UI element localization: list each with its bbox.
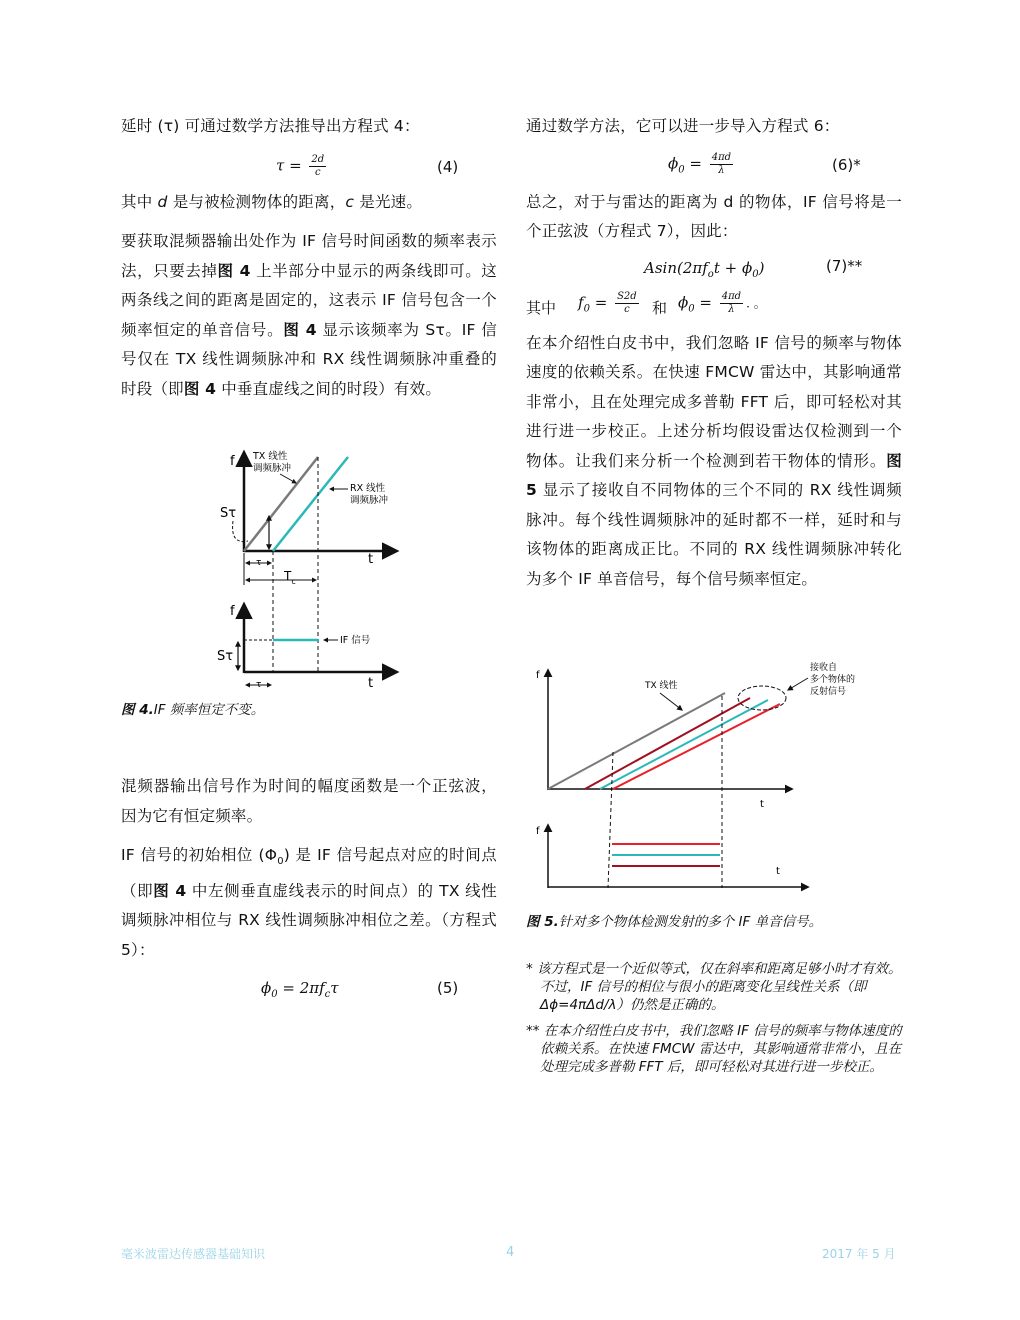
paragraph-sine: 混频器输出信号作为时间的幅度函数是一个正弦波，因为它有恒定频率。 — [121, 777, 497, 825]
fig5-top-f-label: f — [536, 670, 540, 681]
paragraph-initial-phase — [121, 841, 497, 965]
eq-num: S2d — [617, 290, 637, 302]
eq-sub: 0 — [688, 303, 695, 314]
text-span: 显示该频率为 Sτ。IF 信号仅在 TX 线性调频脉冲和 RX 线性调频脉冲重叠的时段（即 — [121, 320, 497, 398]
eq-text: Asin(2πf — [644, 258, 708, 277]
fig4-bottom-f-label: f — [230, 604, 235, 619]
text-span: 显示了接收自不同物体的三个不同的 RX 线性调频脉冲。每个线性调频脉冲的延时都不一样，延时和与该物体的距离成正比。不同的 RX 线性调频脉冲转化为多个 IF 单音信号，每个信号频率恒定。 — [526, 481, 902, 588]
fig4-top-stau-label: Sτ — [220, 506, 237, 521]
caption-text: 针对多个物体检测发射的多个 IF 单音信号。 — [558, 914, 823, 930]
where-and: 和 — [652, 298, 668, 317]
caption-label: 图 4. — [121, 702, 154, 718]
paragraph-eq6-intro: 通过数学方法，它可以进一步导入方程式 6： — [526, 117, 840, 135]
fig5-tx-line — [548, 693, 725, 789]
text-span: 是光速。 — [354, 192, 423, 211]
fig5-top-t-label: t — [760, 799, 764, 810]
fig4-top-f-label: f — [230, 454, 235, 469]
eq-text: ) — [758, 258, 765, 277]
equation-6-fraction — [710, 152, 733, 177]
left-column-lower — [121, 772, 497, 1011]
fig4-top-stau-pointer — [233, 521, 248, 542]
text-span: ) 是 IF 信号起点对应的时间点（即 — [121, 846, 497, 900]
fig4-tx-label-1: TX 线性 — [253, 451, 288, 462]
figure-ref[interactable]: 图 4 — [153, 881, 187, 900]
fig5-recv-label-2: 多个物体的 — [810, 675, 856, 685]
text-span: 其中 — [121, 192, 158, 211]
equation-4 — [121, 152, 497, 188]
eq-sub: o — [707, 268, 714, 280]
where-fraction-2 — [720, 291, 743, 316]
equation-4-denominator: c — [315, 166, 321, 178]
equation-4-lhs: τ = — [276, 156, 302, 174]
eq-den: c — [624, 303, 630, 315]
where-phi0 — [678, 291, 766, 316]
figure-ref[interactable]: 图 5 — [526, 451, 902, 499]
fig4-top-tau-label: τ — [256, 558, 262, 568]
fig5-recv-label-1: 接收自 — [810, 663, 838, 673]
eq-tail: . 。 — [746, 296, 766, 310]
eq-den: λ — [728, 303, 735, 315]
paragraph-where-d — [121, 188, 497, 218]
eq-sub: 0 — [583, 303, 590, 314]
eq-text: ϕ — [261, 979, 272, 998]
caption-text: IF 频率恒定不变。 — [153, 702, 265, 718]
equation-4-fraction — [309, 154, 326, 179]
eq-text: = — [694, 293, 712, 311]
eq-sub: c — [324, 989, 331, 1001]
footnote-1: * 该方程式是一个近似等式，仅在斜率和距离足够小时才有效。不过，IF 信号的相位与很小的距离变化呈线性关系（即 Δϕ=4πΔd/λ）仍然是正确的。 — [526, 961, 902, 1013]
eq-den: λ — [718, 164, 725, 176]
caption-label: 图 5. — [526, 914, 559, 930]
eq-text: f — [578, 293, 584, 311]
var-c: c — [345, 192, 355, 211]
fig4-bottom-t-label: t — [368, 676, 374, 691]
fig4-bottom-stau-label: Sτ — [217, 649, 234, 664]
equation-7-body — [644, 259, 764, 280]
fig4-rx-label-2: 调频脉冲 — [350, 495, 389, 506]
fig4-top-t-label: t — [368, 552, 374, 567]
equation-6 — [526, 152, 902, 188]
left-column — [121, 112, 497, 414]
figure-ref[interactable]: 图 4 — [217, 261, 251, 280]
eq-text: = — [684, 154, 702, 172]
eq-text: ϕ — [668, 154, 679, 172]
equation-5-body — [261, 979, 339, 1000]
eq-text: = 2πf — [277, 979, 325, 998]
equation-5 — [121, 975, 497, 1011]
eq-sub: 0 — [678, 164, 685, 175]
text-span: 要获取混频器输出处作为 IF 信号时间函数的频率表示法，只要去掉 — [121, 232, 497, 280]
text-span: 中左侧垂直虚线表示的时间点）的 TX 线性调频脉冲相位与 RX 线性调频脉冲相位之差。（方程式 5）： — [121, 881, 498, 959]
where-fraction-1 — [615, 291, 639, 316]
equation-7-number: (7)** — [826, 256, 863, 275]
fig5-recv-label-3: 反射信号 — [810, 687, 847, 697]
eq-sub: 0 — [271, 989, 278, 1001]
fig5-recv-pointer — [788, 678, 808, 690]
eq-text: ϕ — [678, 293, 689, 311]
eq-num: 4πd — [721, 290, 742, 302]
fig5-rx-line-3 — [613, 704, 780, 789]
text-span: 中垂直虚线之间的时段）有效。 — [216, 379, 442, 398]
equation-6-number: (6)* — [832, 155, 861, 174]
fig5-dashed-left — [608, 752, 613, 888]
footer-date: 2017 年 5 月 — [822, 1247, 896, 1261]
fig5-tx-pointer — [660, 693, 682, 710]
fig5-bottom-f-label: f — [536, 826, 540, 837]
figure-4 — [200, 445, 420, 695]
figure-5-caption — [526, 910, 822, 930]
fig5-bottom-t-label: t — [776, 866, 780, 877]
right-column — [526, 112, 902, 604]
paragraph-delay: 延时 (τ) 可通过数学方法推导出方程式 4： — [121, 117, 420, 135]
text-span: 是与被检测物体的距离， — [167, 192, 346, 211]
text-span: IF 信号的初始相位 (Φ — [121, 846, 278, 864]
fig4-rx-label-1: RX 线性 — [350, 483, 386, 494]
text-span: 在本介绍性白皮书中，我们忽略 IF 信号的频率与物体速度的依赖关系。在快速 FMCW 雷达中，其影响通常非常小，且在处理完成多普勒 FFT 后，即可轻松对其进行进一步校正。上述分析均假设雷达仅检测到一个物体。让我们来分析一个检测到若干物体的情形。 — [526, 333, 902, 470]
fig4-tx-label-2: 调频脉冲 — [253, 463, 292, 474]
figure-5 — [530, 660, 900, 905]
subscript: 0 — [277, 856, 284, 868]
fig5-reflection-ellipse — [738, 686, 786, 710]
paragraph-multi-object — [526, 329, 902, 595]
equation-5-number: (5) — [437, 979, 459, 998]
fig4-tx-pointer — [280, 474, 296, 483]
where-f0 — [578, 291, 642, 316]
eq-text: = — [589, 293, 608, 311]
footnote-2: ** 在本介绍性白皮书中，我们忽略 IF 信号的频率与物体速度的依赖关系。在快速 FMCW 雷达中，其影响通常非常小，且在处理完成多普勒 FFT 后，即可轻松对其进行进一步校正。 — [526, 1023, 902, 1075]
eq-text: τ — [330, 979, 339, 998]
equation-4-numerator: 2d — [311, 153, 325, 165]
where-prefix: 其中 — [526, 298, 557, 317]
figure-ref[interactable]: 图 4 — [183, 379, 217, 398]
fig5-tx-label: TX 线性 — [645, 681, 678, 691]
footer-page-number: 4 — [506, 1245, 515, 1260]
where-clause — [526, 291, 902, 329]
footer-title: 毫米波雷达传感器基础知识 — [121, 1247, 266, 1261]
figure-ref[interactable]: 图 4 — [283, 320, 317, 339]
fig4-if-label: IF 信号 — [340, 635, 371, 646]
equation-4-number: (4) — [437, 157, 459, 176]
fig5-rx-line-1 — [585, 698, 750, 789]
eq-num: 4πd — [711, 151, 732, 163]
fig4-bottom-tau-label: τ — [256, 680, 262, 690]
equation-6-body — [668, 152, 736, 177]
text-span: 上半部分中显示的两条线即可。这两条线之间的距离是固定的，这表示 IF 信号包含一个频率恒定的单音信号。 — [121, 261, 497, 339]
equation-7 — [526, 257, 902, 291]
equation-4-body — [276, 154, 329, 179]
fig4-tc-label: $T_c$ — [284, 569, 296, 586]
footnotes — [526, 960, 902, 1084]
var-d: d — [157, 192, 168, 211]
eq-sub: 0 — [752, 268, 759, 280]
paragraph-summary: 总之，对于与雷达的距离为 d 的物体，IF 信号将是一个正弦波（方程式 7），因此： — [526, 192, 902, 240]
paragraph-if-frequency — [121, 227, 497, 404]
eq-text: t + ϕ — [713, 258, 753, 277]
fig5-rx-line-2 — [600, 700, 768, 789]
figure-4-caption — [121, 698, 264, 718]
